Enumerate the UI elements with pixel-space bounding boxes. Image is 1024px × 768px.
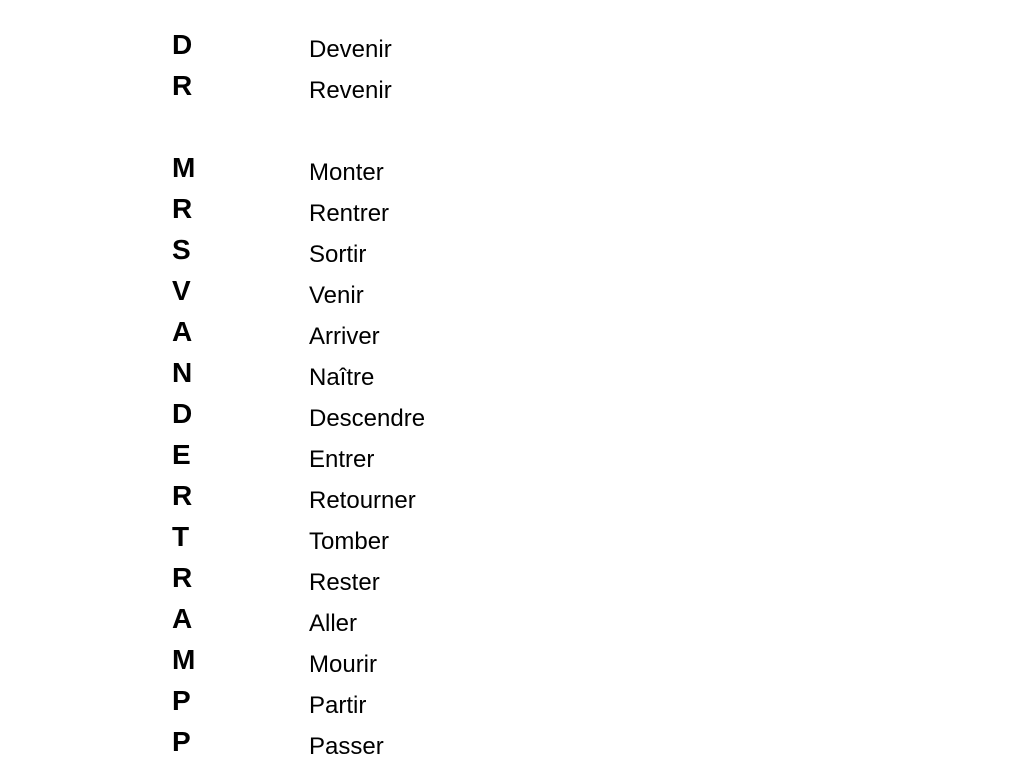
verb-row [0, 726, 1024, 767]
verb-row [0, 152, 1024, 193]
verb-label: Rentrer [309, 200, 390, 227]
verb-label: Aller [309, 610, 358, 637]
initial-letter: A [172, 316, 193, 347]
verb-row [0, 398, 1024, 439]
verb-row [0, 234, 1024, 275]
verb-row [0, 439, 1024, 480]
verb-row [0, 70, 1024, 111]
verb-label: Venir [309, 282, 364, 309]
verb-row [0, 521, 1024, 562]
verb-label: Tomber [309, 528, 390, 555]
verb-row [0, 357, 1024, 398]
initial-letter: P [172, 726, 191, 757]
initial-letter: A [172, 603, 193, 634]
verb-label: Monter [309, 159, 384, 186]
verb-label: Devenir [309, 36, 392, 63]
initial-letter: P [172, 685, 191, 716]
verb-label: Arriver [309, 323, 380, 350]
verb-label: Partir [309, 692, 367, 719]
verb-row [0, 193, 1024, 234]
initial-letter: R [172, 562, 193, 593]
verb-label: Passer [309, 733, 384, 760]
verb-row [0, 562, 1024, 603]
initial-letter: D [172, 398, 193, 429]
initial-letter: V [172, 275, 191, 306]
verb-label: Entrer [309, 446, 375, 473]
initial-letter: M [172, 644, 196, 675]
verb-row [0, 480, 1024, 521]
initial-letter: D [172, 29, 193, 60]
initial-letter: N [172, 357, 193, 388]
verb-row [0, 275, 1024, 316]
verb-label: Retourner [309, 487, 416, 514]
verb-label: Revenir [309, 77, 392, 104]
verb-label: Rester [309, 569, 380, 596]
initial-letter: R [172, 70, 193, 101]
verb-row [0, 644, 1024, 685]
verb-row [0, 29, 1024, 70]
initial-letter: S [172, 234, 191, 265]
initial-letter: T [172, 521, 190, 552]
verb-label: Sortir [309, 241, 367, 268]
verb-row [0, 603, 1024, 644]
initial-letter: R [172, 480, 193, 511]
verb-row [0, 316, 1024, 357]
initial-letter: M [172, 152, 196, 183]
initial-letter: R [172, 193, 193, 224]
verb-label: Mourir [309, 651, 378, 678]
verb-row [0, 685, 1024, 726]
verb-label: Descendre [309, 405, 426, 432]
verb-label: Naître [309, 364, 375, 391]
initial-letter: E [172, 439, 191, 470]
